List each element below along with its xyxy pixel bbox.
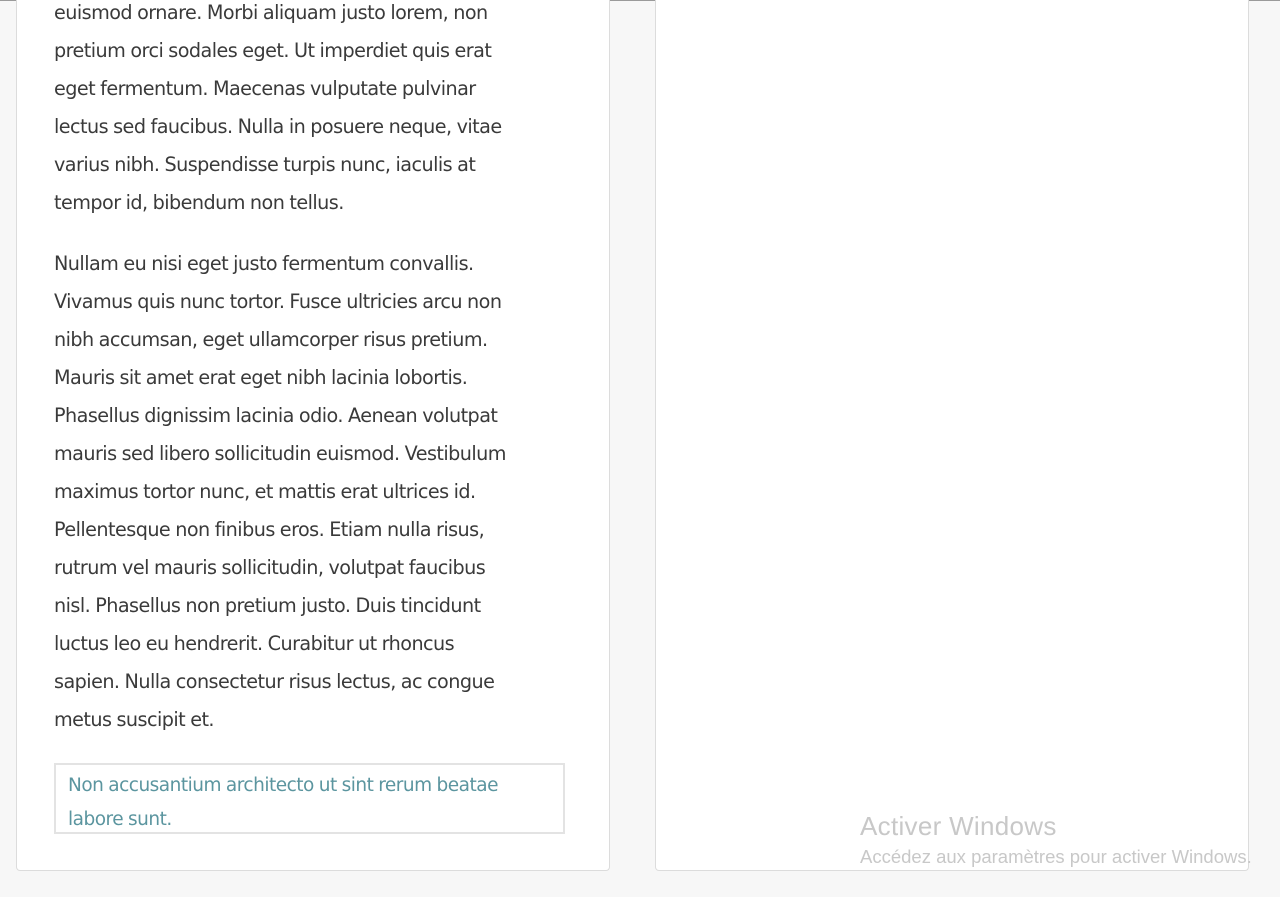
- watermark-title: Activer Windows: [860, 811, 1057, 841]
- note-box: Non accusantium architecto ut sint rerum beatae labore sunt.: [54, 763, 565, 834]
- watermark-subtitle: Accédez aux paramètres pour activer Windows.: [860, 846, 1252, 867]
- article-paragraph: Nullam eu nisi eget justo fermentum convallis. Vivamus quis nunc tortor. Fusce ultricies arcu non nibh accumsan, eget ullamcorper risus pretium. Mauris sit amet erat eget nibh lacinia lobortis. Phasellus dignissim lacinia odio. Aenean volutpat mauris sed libero sollicitudin euismod. Vestibulum maximus tortor nunc, et mattis erat ultrices id. Pellentesque non finibus eros. Etiam nulla risus, rutrum vel mauris sollicitudin, volutpat faucibus nisl. Phasellus non pretium justo. Duis tincidunt luctus leo eu hendrerit. Curabitur ut rhoncus sapien. Nulla consectetur risus lectus, ac congue metus suscipit et.: [54, 252, 506, 731]
- windows-activation-watermark: [860, 808, 1280, 870]
- article-paragraph: euismod ornare. Morbi aliquam justo lorem, non pretium orci sodales eget. Ut imperdiet quis erat eget fermentum. Maecenas vulputate pulvinar lectus sed faucibus. Nulla in posuere neque, vitae varius nibh. Suspendisse turpis nunc, iaculis at tempor id, bibendum non tellus.: [54, 1, 502, 214]
- article-card: [16, 0, 610, 871]
- side-card: [655, 0, 1249, 871]
